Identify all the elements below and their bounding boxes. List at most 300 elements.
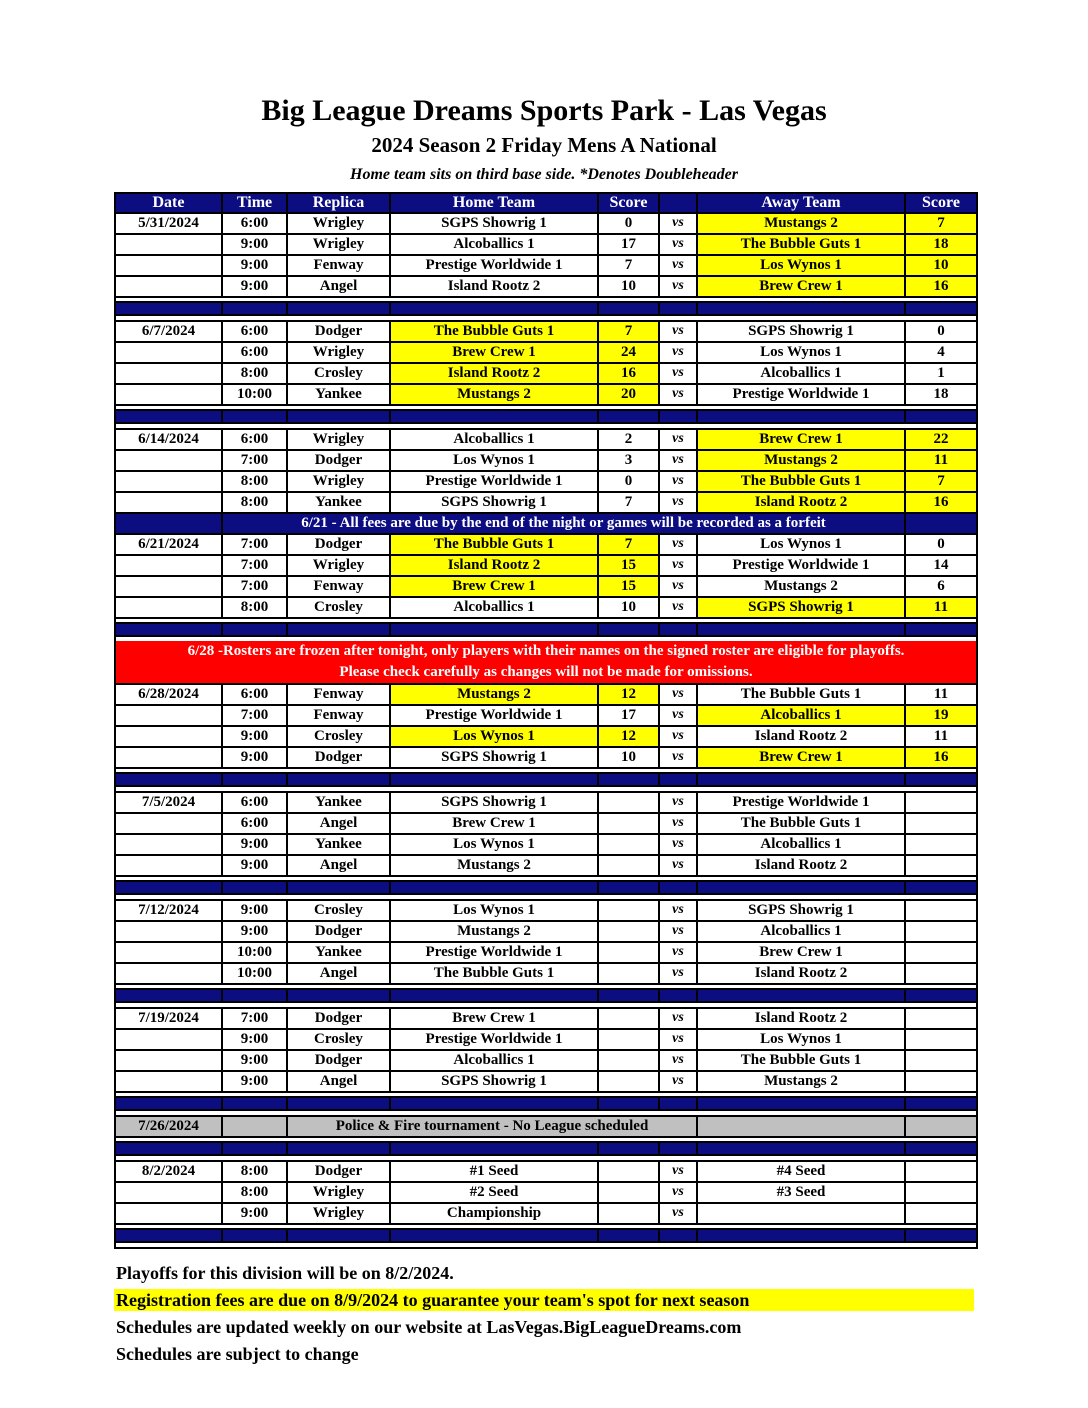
separator-row <box>116 769 976 791</box>
away-score-cell <box>906 1204 976 1225</box>
home-score-cell: 15 <box>599 577 660 598</box>
separator-cell <box>116 882 223 893</box>
away-score-cell: 14 <box>906 556 976 577</box>
away-team-cell: Island Rootz 2 <box>698 493 906 514</box>
away-team-cell: Los Wynos 1 <box>698 535 906 556</box>
date-cell <box>116 385 223 406</box>
date-cell: 8/2/2024 <box>116 1162 223 1183</box>
home-team-cell: Island Rootz 2 <box>391 364 599 385</box>
vs-label: vs <box>660 1162 698 1183</box>
league-subtitle: 2024 Season 2 Friday Mens A National <box>371 133 717 157</box>
separator-cell <box>660 411 698 422</box>
vs-label: vs <box>660 343 698 364</box>
home-score-cell: 7 <box>599 256 660 277</box>
vs-label: vs <box>660 556 698 577</box>
replica-cell: Yankee <box>288 943 391 964</box>
away-score-cell <box>906 793 976 814</box>
replica-cell: Wrigley <box>288 430 391 451</box>
schedule-row <box>116 535 976 556</box>
separator-cell <box>660 1230 698 1241</box>
separator-cell <box>698 774 906 785</box>
replica-cell: Yankee <box>288 835 391 856</box>
time-cell: 8:00 <box>223 1183 288 1204</box>
column-header-cell: Date <box>116 194 223 214</box>
vs-label: vs <box>660 451 698 472</box>
separator-row <box>116 1093 976 1115</box>
date-cell <box>116 472 223 493</box>
schedule-row <box>116 922 976 943</box>
replica-cell: Angel <box>288 814 391 835</box>
away-score-cell: 0 <box>906 322 976 343</box>
away-team-cell: Alcoballics 1 <box>698 922 906 943</box>
schedule-row <box>116 598 976 619</box>
home-score-cell: 2 <box>599 430 660 451</box>
away-score-cell: 19 <box>906 706 976 727</box>
away-score-cell: 10 <box>906 256 976 277</box>
home-score-cell: 20 <box>599 385 660 406</box>
time-cell: 10:00 <box>223 943 288 964</box>
time-cell: 7:00 <box>223 577 288 598</box>
replica-cell: Wrigley <box>288 472 391 493</box>
time-cell: 9:00 <box>223 856 288 877</box>
replica-cell: Wrigley <box>288 214 391 235</box>
date-cell: 6/14/2024 <box>116 430 223 451</box>
away-team-cell: Mustangs 2 <box>698 451 906 472</box>
separator-cell <box>288 1143 391 1154</box>
vs-label: vs <box>660 472 698 493</box>
home-score-cell: 12 <box>599 727 660 748</box>
home-team-cell: Brew Crew 1 <box>391 577 599 598</box>
time-cell <box>223 1117 288 1138</box>
vs-label: vs <box>660 685 698 706</box>
vs-label: vs <box>660 727 698 748</box>
date-cell: 5/31/2024 <box>116 214 223 235</box>
time-cell: 9:00 <box>223 1030 288 1051</box>
home-score-cell <box>599 1183 660 1204</box>
time-cell: 10:00 <box>223 964 288 985</box>
footer <box>114 1262 1088 1365</box>
schedule-row <box>116 385 976 406</box>
date-cell <box>116 835 223 856</box>
away-team-cell: Mustangs 2 <box>698 577 906 598</box>
schedule-row <box>116 1072 976 1093</box>
away-score-cell: 16 <box>906 493 976 514</box>
home-team-cell: Prestige Worldwide 1 <box>391 256 599 277</box>
replica-cell: Dodger <box>288 1009 391 1030</box>
separator-cell <box>906 990 976 1001</box>
away-team-cell: SGPS Showrig 1 <box>698 598 906 619</box>
schedule-row <box>116 320 976 343</box>
tournament-row <box>116 1115 976 1138</box>
away-team-cell: Brew Crew 1 <box>698 430 906 451</box>
schedule-row <box>116 943 976 964</box>
rosters-frozen-notice-line: Please check carefully as changes will not be made for omissions. <box>339 664 753 680</box>
replica-cell: Crosley <box>288 1030 391 1051</box>
separator-cell <box>391 411 599 422</box>
away-team-cell: The Bubble Guts 1 <box>698 472 906 493</box>
home-score-cell: 10 <box>599 748 660 769</box>
separator-cell <box>698 1143 906 1154</box>
home-team-cell: Mustangs 2 <box>391 922 599 943</box>
separator-bar <box>116 1096 976 1111</box>
separator-cell <box>698 882 906 893</box>
separator-cell <box>288 774 391 785</box>
away-score-cell <box>906 922 976 943</box>
home-score-cell: 17 <box>599 706 660 727</box>
replica-cell: Angel <box>288 856 391 877</box>
time-cell: 9:00 <box>223 835 288 856</box>
date-cell <box>116 451 223 472</box>
date-cell: 7/12/2024 <box>116 901 223 922</box>
separator-cell <box>223 303 288 314</box>
time-cell: 9:00 <box>223 235 288 256</box>
schedule-row <box>116 1204 976 1225</box>
separator-cell <box>660 303 698 314</box>
footer-line: Schedules are subject to change <box>116 1344 359 1364</box>
home-score-cell <box>599 1204 660 1225</box>
home-score-cell: 10 <box>599 277 660 298</box>
separator-row <box>116 985 976 1007</box>
replica-cell: Crosley <box>288 727 391 748</box>
replica-cell: Dodger <box>288 451 391 472</box>
vs-label: vs <box>660 1030 698 1051</box>
time-cell: 6:00 <box>223 322 288 343</box>
separator-cell <box>223 774 288 785</box>
home-team-cell: Brew Crew 1 <box>391 814 599 835</box>
home-score-cell <box>599 943 660 964</box>
replica-cell: Wrigley <box>288 1204 391 1225</box>
away-team-cell: Mustangs 2 <box>698 1072 906 1093</box>
vs-label: vs <box>660 598 698 619</box>
separator-cell <box>660 1098 698 1109</box>
home-score-cell <box>599 856 660 877</box>
date-cell: 6/21/2024 <box>116 535 223 556</box>
time-cell: 9:00 <box>223 1204 288 1225</box>
away-team-cell: Brew Crew 1 <box>698 943 906 964</box>
fees-notice-text: 6/21 - All fees are due by the end of the night or games will be recorded as a forfeit <box>223 514 906 535</box>
separator-cell <box>116 990 223 1001</box>
replica-cell: Crosley <box>288 364 391 385</box>
vs-label: vs <box>660 214 698 235</box>
footer-line: Schedules are updated weekly on our website at LasVegas.BigLeagueDreams.com <box>116 1317 742 1337</box>
date-cell <box>116 1183 223 1204</box>
home-team-cell: #1 Seed <box>391 1162 599 1183</box>
replica-cell: Fenway <box>288 706 391 727</box>
away-score-cell: 18 <box>906 385 976 406</box>
vs-label: vs <box>660 385 698 406</box>
replica-cell: Yankee <box>288 385 391 406</box>
separator-cell <box>288 882 391 893</box>
schedule-row <box>116 791 976 814</box>
separator-bar <box>116 880 976 895</box>
home-score-cell: 0 <box>599 472 660 493</box>
vs-label: vs <box>660 1072 698 1093</box>
date-cell <box>116 1051 223 1072</box>
vs-label: vs <box>660 856 698 877</box>
home-score-cell: 24 <box>599 343 660 364</box>
home-team-cell: Brew Crew 1 <box>391 343 599 364</box>
schedule-row <box>116 214 976 235</box>
away-score-cell: 7 <box>906 214 976 235</box>
separator-cell <box>698 1230 906 1241</box>
away-team-cell: The Bubble Guts 1 <box>698 685 906 706</box>
vs-label: vs <box>660 1183 698 1204</box>
away-score-cell <box>906 1117 976 1138</box>
home-score-cell <box>599 922 660 943</box>
home-team-cell: The Bubble Guts 1 <box>391 964 599 985</box>
date-cell <box>116 727 223 748</box>
separator-cell <box>906 411 976 422</box>
schedule-row <box>116 706 976 727</box>
home-team-cell: Alcoballics 1 <box>391 1051 599 1072</box>
replica-cell: Yankee <box>288 493 391 514</box>
vs-label: vs <box>660 748 698 769</box>
registration-fees-notice: Registration fees are due on 8/9/2024 to guarantee your team's spot for next season <box>114 1289 974 1311</box>
schedule-row <box>116 277 976 298</box>
time-cell: 8:00 <box>223 493 288 514</box>
away-team-cell: The Bubble Guts 1 <box>698 235 906 256</box>
vs-label: vs <box>660 943 698 964</box>
away-score-cell: 11 <box>906 598 976 619</box>
away-score-cell: 6 <box>906 577 976 598</box>
time-cell: 8:00 <box>223 472 288 493</box>
away-team-cell <box>698 1117 906 1138</box>
separator-cell <box>599 411 660 422</box>
schedule-row <box>116 451 976 472</box>
separator-cell <box>391 1098 599 1109</box>
replica-cell: Dodger <box>288 748 391 769</box>
date-cell: 7/26/2024 <box>116 1117 223 1138</box>
date-cell <box>116 943 223 964</box>
away-team-cell: SGPS Showrig 1 <box>698 322 906 343</box>
vs-label: vs <box>660 901 698 922</box>
separator-cell <box>906 1143 976 1154</box>
separator-cell <box>116 411 223 422</box>
time-cell: 7:00 <box>223 556 288 577</box>
separator-bar <box>116 772 976 787</box>
away-team-cell: Alcoballics 1 <box>698 364 906 385</box>
separator-cell <box>223 1098 288 1109</box>
date-cell <box>116 964 223 985</box>
date-cell <box>116 577 223 598</box>
vs-label: vs <box>660 256 698 277</box>
away-team-cell: Island Rootz 2 <box>698 727 906 748</box>
home-team-cell: The Bubble Guts 1 <box>391 535 599 556</box>
away-team-cell: Los Wynos 1 <box>698 256 906 277</box>
away-team-cell: Brew Crew 1 <box>698 277 906 298</box>
date-cell <box>116 256 223 277</box>
fees-notice-row <box>116 514 976 535</box>
home-team-cell: Championship <box>391 1204 599 1225</box>
home-score-cell: 7 <box>599 535 660 556</box>
schedule-row <box>116 1030 976 1051</box>
away-score-cell: 4 <box>906 343 976 364</box>
separator-cell <box>660 774 698 785</box>
schedule-row <box>116 1051 976 1072</box>
time-cell: 9:00 <box>223 277 288 298</box>
vs-label: vs <box>660 577 698 598</box>
away-score-cell <box>906 964 976 985</box>
time-cell: 7:00 <box>223 451 288 472</box>
separator-cell <box>698 303 906 314</box>
schedule-row <box>116 428 976 451</box>
home-team-cell: Prestige Worldwide 1 <box>391 943 599 964</box>
separator-row <box>116 1138 976 1160</box>
separator-cell <box>288 624 391 635</box>
home-score-cell <box>599 793 660 814</box>
date-cell <box>116 1072 223 1093</box>
column-header-cell: Score <box>599 194 660 214</box>
separator-bar <box>116 1228 976 1243</box>
separator-cell <box>288 990 391 1001</box>
separator-bar <box>116 622 976 637</box>
away-score-cell: 11 <box>906 451 976 472</box>
away-score-cell <box>906 1072 976 1093</box>
away-team-cell: Island Rootz 2 <box>698 1009 906 1030</box>
replica-cell: Wrigley <box>288 1183 391 1204</box>
time-cell: 6:00 <box>223 214 288 235</box>
separator-cell <box>288 1098 391 1109</box>
time-cell: 8:00 <box>223 364 288 385</box>
date-cell <box>116 706 223 727</box>
separator-cell <box>391 990 599 1001</box>
away-score-cell <box>906 835 976 856</box>
home-team-cell: Prestige Worldwide 1 <box>391 472 599 493</box>
separator-cell <box>223 411 288 422</box>
separator-cell <box>599 774 660 785</box>
date-cell <box>116 922 223 943</box>
separator-cell <box>116 624 223 635</box>
away-score-cell: 16 <box>906 277 976 298</box>
home-team-cell: #2 Seed <box>391 1183 599 1204</box>
separator-cell <box>599 990 660 1001</box>
schedule-row <box>116 856 976 877</box>
schedule-row <box>116 1007 976 1030</box>
tagline: Home team sits on third base side. *Denotes Doubleheader <box>350 166 738 183</box>
date-cell <box>116 514 223 535</box>
date-cell: 7/5/2024 <box>116 793 223 814</box>
replica-cell: Wrigley <box>288 343 391 364</box>
replica-cell: Yankee <box>288 793 391 814</box>
separator-cell <box>660 882 698 893</box>
away-score-cell <box>906 1030 976 1051</box>
separator-cell <box>698 1098 906 1109</box>
away-team-cell: Island Rootz 2 <box>698 964 906 985</box>
away-score-cell: 11 <box>906 727 976 748</box>
date-cell <box>116 556 223 577</box>
replica-cell: Crosley <box>288 598 391 619</box>
away-team-cell: Alcoballics 1 <box>698 835 906 856</box>
away-score-cell <box>906 1162 976 1183</box>
replica-cell: Angel <box>288 1072 391 1093</box>
schedule-row <box>116 235 976 256</box>
time-cell: 9:00 <box>223 901 288 922</box>
date-cell <box>116 364 223 385</box>
schedule-row <box>116 727 976 748</box>
schedule-row <box>116 256 976 277</box>
home-team-cell: Island Rootz 2 <box>391 556 599 577</box>
away-team-cell: Prestige Worldwide 1 <box>698 556 906 577</box>
separator-cell <box>599 1143 660 1154</box>
time-cell: 9:00 <box>223 256 288 277</box>
replica-cell: Crosley <box>288 901 391 922</box>
schedule-row <box>116 343 976 364</box>
separator-cell <box>288 411 391 422</box>
replica-cell: Dodger <box>288 322 391 343</box>
away-score-cell <box>906 943 976 964</box>
separator-cell <box>223 1143 288 1154</box>
replica-cell: Fenway <box>288 577 391 598</box>
date-cell: 6/28/2024 <box>116 685 223 706</box>
separator-cell <box>599 882 660 893</box>
home-team-cell: SGPS Showrig 1 <box>391 214 599 235</box>
away-score-cell: 1 <box>906 364 976 385</box>
date-cell <box>116 1204 223 1225</box>
footer-line: Playoffs for this division will be on 8/2/2024. <box>116 1263 454 1283</box>
time-cell: 9:00 <box>223 727 288 748</box>
away-score-cell: 16 <box>906 748 976 769</box>
schedule-row <box>116 1160 976 1183</box>
schedule-row <box>116 964 976 985</box>
time-cell: 9:00 <box>223 748 288 769</box>
separator-cell <box>599 624 660 635</box>
home-team-cell: Prestige Worldwide 1 <box>391 1030 599 1051</box>
time-cell: 8:00 <box>223 1162 288 1183</box>
away-score-cell: 0 <box>906 535 976 556</box>
time-cell: 6:00 <box>223 814 288 835</box>
separator-cell <box>391 1230 599 1241</box>
separator-cell <box>116 1230 223 1241</box>
replica-cell: Fenway <box>288 685 391 706</box>
column-header-cell: Score <box>906 194 976 214</box>
separator-cell <box>391 624 599 635</box>
home-score-cell <box>599 814 660 835</box>
separator-cell <box>906 774 976 785</box>
away-team-cell: The Bubble Guts 1 <box>698 814 906 835</box>
time-cell: 9:00 <box>223 922 288 943</box>
separator-cell <box>223 1230 288 1241</box>
separator-cell <box>660 990 698 1001</box>
replica-cell: Dodger <box>288 1051 391 1072</box>
home-score-cell: 3 <box>599 451 660 472</box>
home-team-cell: Los Wynos 1 <box>391 901 599 922</box>
home-score-cell: 15 <box>599 556 660 577</box>
tournament-notice-text: Police & Fire tournament - No League scheduled <box>288 1117 698 1138</box>
home-team-cell: Island Rootz 2 <box>391 277 599 298</box>
separator-cell <box>599 1230 660 1241</box>
separator-cell <box>906 882 976 893</box>
home-team-cell: Mustangs 2 <box>391 856 599 877</box>
vs-label: vs <box>660 493 698 514</box>
home-score-cell: 10 <box>599 598 660 619</box>
separator-cell <box>698 624 906 635</box>
away-score-cell: 11 <box>906 685 976 706</box>
time-cell: 6:00 <box>223 685 288 706</box>
date-cell <box>116 814 223 835</box>
separator-cell <box>116 303 223 314</box>
rosters-frozen-notice-line: 6/28 -Rosters are frozen after tonight, only players with their names on the signed roster are eligible for playoffs. <box>187 643 905 659</box>
home-score-cell <box>599 901 660 922</box>
away-team-cell: Prestige Worldwide 1 <box>698 793 906 814</box>
away-team-cell: #3 Seed <box>698 1183 906 1204</box>
time-cell: 6:00 <box>223 430 288 451</box>
separator-cell <box>288 303 391 314</box>
time-cell: 8:00 <box>223 598 288 619</box>
time-cell: 10:00 <box>223 385 288 406</box>
time-cell: 9:00 <box>223 1072 288 1093</box>
home-score-cell: 0 <box>599 214 660 235</box>
schedule-row <box>116 835 976 856</box>
